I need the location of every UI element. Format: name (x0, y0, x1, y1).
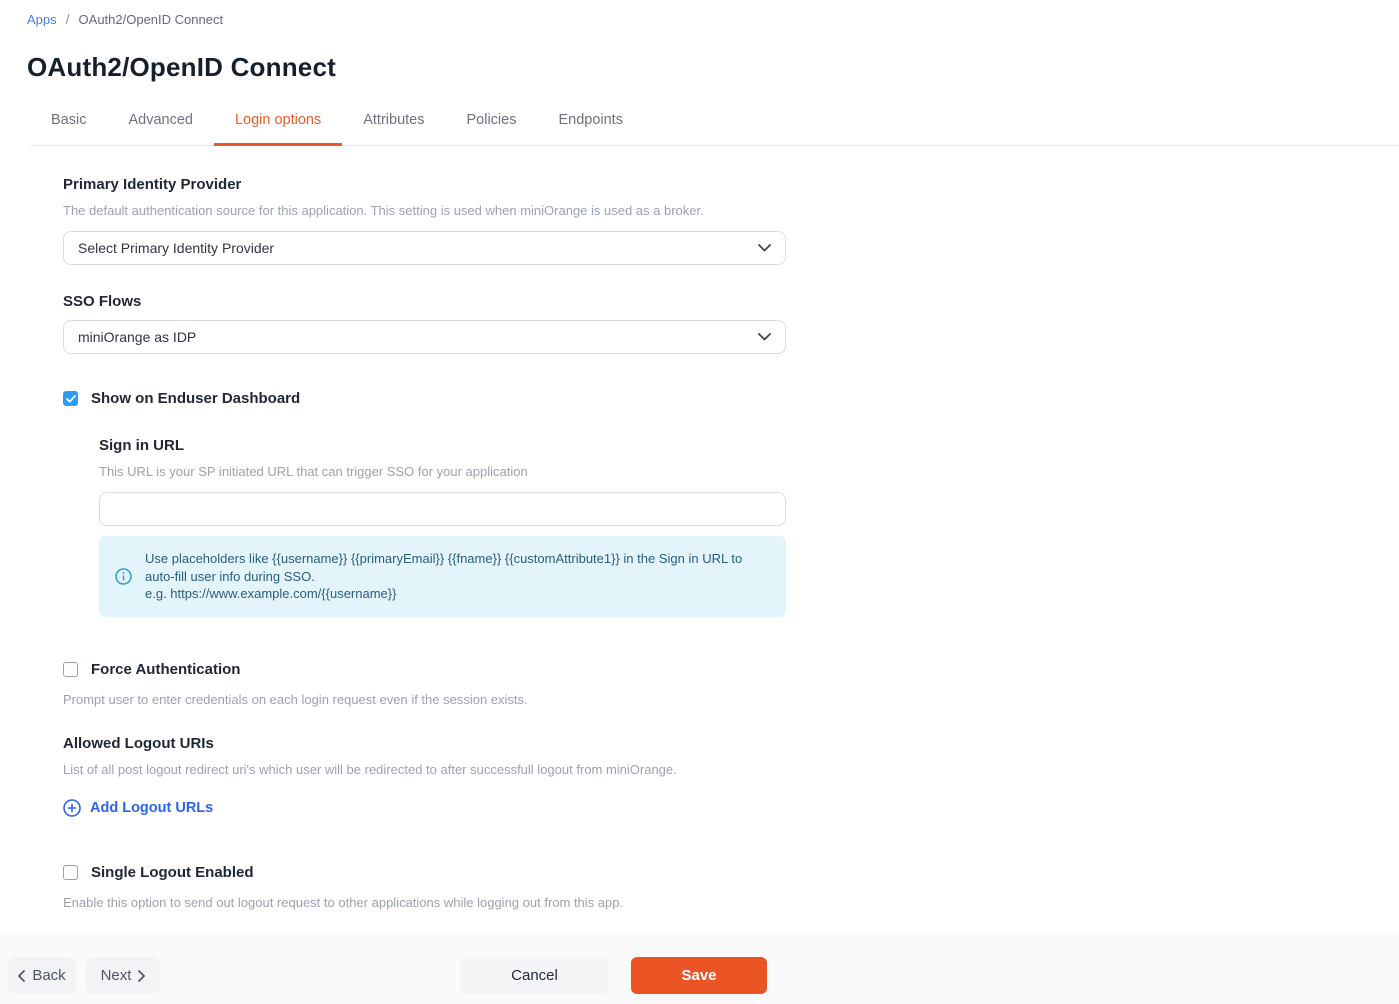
save-button[interactable]: Save (631, 957, 767, 994)
single-logout-checkbox[interactable] (63, 865, 78, 880)
info-line-1: Use placeholders like {{username}} {{primaryEmail}} {{fname}} {{customAttribute1}} in the Sign in URL to auto-fill user info during SSO. (145, 551, 743, 584)
chevron-right-icon (138, 970, 145, 982)
info-line-2: e.g. https://www.example.com/{{username}} (145, 586, 397, 601)
add-logout-urls-button[interactable] (63, 799, 213, 817)
tab-basic[interactable]: Basic (51, 112, 87, 128)
allowed-logout-uris-description: List of all post logout redirect uri's which user will be redirected to after successfull logout from miniOrange. (63, 761, 677, 777)
single-logout-checkbox-row[interactable] (63, 864, 786, 881)
primary-idp-label: Primary Identity Provider (63, 176, 242, 193)
force-authentication-checkbox-row[interactable] (63, 661, 786, 678)
sso-flows-label: SSO Flows (63, 293, 142, 310)
sign-in-url-section (99, 437, 786, 617)
breadcrumb (0, 0, 1399, 27)
info-icon (115, 568, 132, 585)
tab-bar (30, 100, 1399, 146)
breadcrumb-current: OAuth2/OpenID Connect (78, 11, 224, 27)
page-title: OAuth2/OpenID Connect (27, 52, 336, 82)
tab-endpoints[interactable]: Endpoints (558, 112, 623, 128)
plus-circle-icon (63, 799, 81, 817)
sign-in-url-label: Sign in URL (99, 437, 184, 454)
back-button-label: Back (32, 967, 66, 984)
single-logout-description: Enable this option to send out logout request to other applications while logging out from this app. (63, 894, 624, 910)
force-authentication-checkbox[interactable] (63, 662, 78, 677)
allowed-logout-uris-label: Allowed Logout URIs (63, 734, 214, 752)
sign-in-url-info-box (99, 536, 786, 617)
primary-idp-selected-value: Select Primary Identity Provider (78, 240, 275, 256)
single-logout-label: Single Logout Enabled (91, 863, 254, 881)
sso-flows-selected-value: miniOrange as IDP (78, 329, 197, 345)
sign-in-url-input[interactable] (99, 492, 786, 526)
tab-attributes[interactable]: Attributes (363, 112, 425, 128)
next-button-label: Next (100, 967, 132, 984)
chevron-down-icon (758, 244, 771, 252)
sign-in-url-description: This URL is your SP initiated URL that can trigger SSO for your application (99, 464, 528, 479)
chevron-down-icon (758, 333, 771, 341)
breadcrumb-apps-link[interactable]: Apps (27, 11, 57, 27)
primary-idp-select[interactable] (63, 231, 786, 265)
sign-in-url-info-text (145, 550, 770, 603)
primary-idp-description: The default authentication source for this application. This setting is used when miniOrange is used as a broker. (63, 203, 704, 218)
sso-flows-select[interactable] (63, 320, 786, 354)
force-authentication-label: Force Authentication (91, 660, 241, 678)
footer-action-bar (0, 934, 1399, 1004)
breadcrumb-separator: / (65, 11, 70, 27)
back-button[interactable] (8, 957, 76, 994)
login-options-panel (63, 176, 786, 910)
show-on-dashboard-label: Show on Enduser Dashboard (91, 390, 301, 407)
force-authentication-description: Prompt user to enter credentials on each login request even if the session exists. (63, 691, 528, 707)
tab-login-options[interactable]: Login options (214, 100, 342, 146)
next-button[interactable] (86, 957, 160, 994)
tab-advanced[interactable]: Advanced (128, 112, 193, 128)
tab-policies[interactable]: Policies (466, 112, 517, 128)
chevron-left-icon (18, 970, 25, 982)
show-on-dashboard-checkbox[interactable] (63, 391, 78, 406)
add-logout-urls-label: Add Logout URLs (90, 799, 214, 816)
cancel-button[interactable]: Cancel (460, 957, 609, 994)
show-on-dashboard-checkbox-row[interactable] (63, 390, 786, 407)
